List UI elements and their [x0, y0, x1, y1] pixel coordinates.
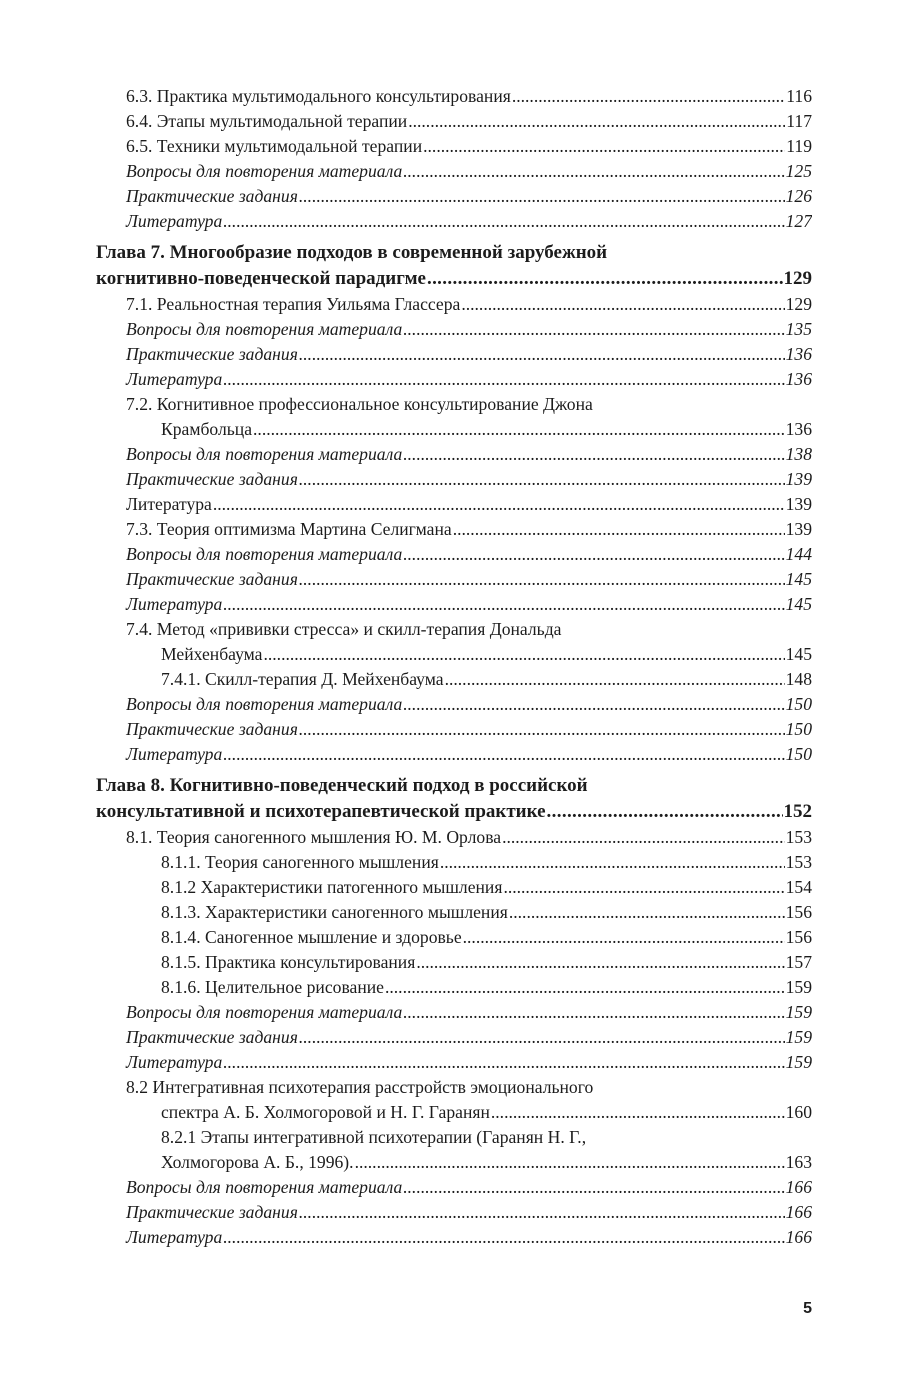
toc-entry-page: 145: [785, 569, 812, 589]
leader-dots: [299, 1025, 785, 1050]
toc-entry-title: Литература: [126, 369, 223, 389]
leader-dots: [509, 900, 785, 925]
toc-entry-page: 156: [785, 902, 812, 922]
toc-entry-title: Вопросы для повторения материала: [126, 444, 403, 464]
toc-entry-page: 129: [783, 268, 812, 289]
toc-subentry[interactable]: [96, 975, 812, 1000]
toc-entry-title: 6.4. Этапы мультимодальной терапии: [126, 111, 408, 131]
leader-dots: [223, 1225, 784, 1250]
toc-entry-title-line2: спектра А. Б. Холмогоровой и Н. Г. Гаранян: [161, 1102, 490, 1122]
toc-entry-page: 138: [785, 444, 812, 464]
chapter-title-line1: Глава 7. Многообразие подходов в современной зарубежной: [96, 242, 608, 263]
chapter-title-line1: Глава 8. Когнитивно-поведенческий подход в российской: [96, 775, 588, 796]
toc-entry-title: Практические задания: [126, 719, 298, 739]
toc-entry-title: Литература: [126, 1227, 223, 1247]
toc-entry-page: 153: [785, 827, 812, 847]
leader-dots: [223, 1050, 784, 1075]
toc-entry-page: 150: [785, 744, 812, 764]
toc-entry-page: 136: [785, 369, 812, 389]
toc-entry-page: 148: [785, 669, 812, 689]
toc-entry-title-line2: Мейхенбаума: [161, 644, 263, 664]
toc-entry-page: 116: [786, 86, 812, 106]
toc-entry-literature[interactable]: [96, 1050, 812, 1075]
toc-entry-page: 139: [785, 494, 812, 514]
toc-entry-page: 159: [785, 977, 812, 997]
toc-entry-review-questions[interactable]: [96, 442, 812, 467]
toc-entry-page: 144: [785, 544, 812, 564]
leader-dots: [427, 266, 783, 292]
toc-entry-title: 8.1.2 Характеристики патогенного мышления: [161, 877, 503, 897]
toc-entry-page: 136: [785, 419, 812, 439]
toc-entry-review-questions[interactable]: [96, 159, 812, 184]
chapter-title-line2: когнитивно-поведенческой парадигме: [96, 268, 426, 289]
leader-dots: [512, 84, 785, 109]
toc-entry[interactable]: [96, 292, 812, 317]
leader-dots: [502, 825, 785, 850]
toc-entry-review-questions[interactable]: [96, 1175, 812, 1200]
toc-entry-page: 139: [785, 519, 812, 539]
leader-dots: [385, 975, 785, 1000]
toc-entry-practical-tasks[interactable]: [96, 184, 812, 209]
toc-entry[interactable]: [96, 134, 812, 159]
leader-dots: [491, 1100, 785, 1125]
toc-entry-page: 145: [785, 594, 812, 614]
toc-entry-page: 129: [785, 294, 812, 314]
leader-dots: [445, 667, 785, 692]
toc-entry-multiline[interactable]: [96, 392, 812, 442]
toc-entry-title: Литература: [126, 1052, 223, 1072]
toc-subentry-multiline[interactable]: [96, 1125, 812, 1175]
toc-entry-literature[interactable]: [96, 492, 812, 517]
toc-entry-title: Практические задания: [126, 469, 298, 489]
toc-entry-title: 8.1. Теория саногенного мышления Ю. М. Орлова: [126, 827, 502, 847]
leader-dots: [503, 875, 784, 900]
toc-entry-review-questions[interactable]: [96, 542, 812, 567]
toc-entry-title: Вопросы для повторения материала: [126, 161, 403, 181]
toc-entry-title: 8.1.1. Теория саногенного мышления: [161, 852, 439, 872]
toc-entry-review-questions[interactable]: [96, 317, 812, 342]
toc-entry-page: 125: [785, 161, 812, 181]
toc-entry-literature[interactable]: [96, 742, 812, 767]
toc-entry-title: 7.1. Реальностная терапия Уильяма Глассера: [126, 294, 461, 314]
toc-entry-practical-tasks[interactable]: [96, 342, 812, 367]
toc-subentry[interactable]: [96, 875, 812, 900]
leader-dots: [408, 109, 785, 134]
leader-dots: [299, 717, 785, 742]
toc-entry-title: Вопросы для повторения материала: [126, 544, 403, 564]
toc-entry-title: Практические задания: [126, 186, 298, 206]
toc-entry-practical-tasks[interactable]: [96, 1025, 812, 1050]
toc-entry-title: 8.1.4. Саногенное мышление и здоровье: [161, 927, 462, 947]
toc-entry-page: 117: [786, 111, 812, 131]
toc-entry-title: 6.5. Техники мультимодальной терапии: [126, 136, 423, 156]
toc-entry-multiline[interactable]: [96, 1075, 812, 1125]
leader-dots: [223, 592, 784, 617]
toc-entry-title: Литература: [126, 211, 223, 231]
leader-dots: [213, 492, 785, 517]
toc-entry-title: 8.1.3. Характеристики саногенного мышления: [161, 902, 508, 922]
toc-entry-title: Практические задания: [126, 1202, 298, 1222]
leader-dots: [416, 950, 784, 975]
leader-dots: [463, 925, 785, 950]
toc-entry-multiline[interactable]: [96, 617, 812, 667]
toc-entry-page: 139: [785, 469, 812, 489]
toc-subentry[interactable]: [96, 925, 812, 950]
toc-entry-page: 136: [785, 344, 812, 364]
leader-dots: [403, 542, 784, 567]
leader-dots: [461, 292, 784, 317]
toc-entry-page: 150: [785, 694, 812, 714]
chapter-title-line2: консультативной и психотерапевтической практике: [96, 801, 546, 822]
toc-entry[interactable]: [96, 825, 812, 850]
leader-dots: [403, 442, 784, 467]
toc-entry[interactable]: [96, 517, 812, 542]
toc-entry-page: 150: [785, 719, 812, 739]
toc-entry-title: Вопросы для повторения материала: [126, 1177, 403, 1197]
toc-entry-page: 154: [785, 877, 812, 897]
toc-entry-title: Литература: [126, 494, 212, 514]
toc-entry-page: 127: [785, 211, 812, 231]
toc-chapter-8[interactable]: [96, 773, 812, 825]
toc-entry-title: Вопросы для повторения материала: [126, 1002, 403, 1022]
toc-entry-title-line1: 7.2. Когнитивное профессиональное консультирование Джона: [126, 394, 593, 414]
leader-dots: [547, 799, 783, 825]
toc-entry-practical-tasks[interactable]: [96, 1200, 812, 1225]
leader-dots: [299, 567, 785, 592]
toc-entry-review-questions[interactable]: [96, 1000, 812, 1025]
leader-dots: [403, 1175, 784, 1200]
toc-entry-title: 6.3. Практика мультимодального консультирования: [126, 86, 511, 106]
toc-entry-page: 160: [785, 1102, 812, 1122]
toc-entry-literature[interactable]: [96, 367, 812, 392]
leader-dots: [263, 642, 784, 667]
toc-entry-title: Практические задания: [126, 344, 298, 364]
toc-entry-page: 159: [785, 1052, 812, 1072]
leader-dots: [299, 467, 785, 492]
leader-dots: [453, 517, 785, 542]
table-of-contents: [96, 84, 812, 1250]
toc-entry-title-line1: 7.4. Метод «прививки стресса» и скилл-терапия Дональда: [126, 619, 562, 639]
toc-entry-page: 135: [785, 319, 812, 339]
toc-entry-title: 8.1.5. Практика консультирования: [161, 952, 416, 972]
toc-entry-title: Вопросы для повторения материала: [126, 319, 403, 339]
toc-entry-page: 166: [785, 1177, 812, 1197]
leader-dots: [423, 134, 785, 159]
toc-entry-title: 8.1.6. Целительное рисование: [161, 977, 384, 997]
toc-entry-literature[interactable]: [96, 592, 812, 617]
toc-entry-page: 159: [785, 1027, 812, 1047]
toc-subentry[interactable]: [96, 900, 812, 925]
toc-entry-page: 163: [785, 1152, 812, 1172]
toc-entry-literature[interactable]: [96, 209, 812, 234]
toc-entry-page: 126: [785, 186, 812, 206]
toc-entry-page: 166: [785, 1227, 812, 1247]
toc-entry-practical-tasks[interactable]: [96, 567, 812, 592]
leader-dots: [355, 1150, 785, 1175]
leader-dots: [223, 742, 784, 767]
toc-entry-title: 7.4.1. Скилл-терапия Д. Мейхенбаума: [161, 669, 444, 689]
toc-entry-title: Литература: [126, 744, 223, 764]
leader-dots: [403, 159, 784, 184]
toc-entry[interactable]: [96, 109, 812, 134]
page-number: 5: [803, 1300, 812, 1317]
toc-entry-page: 159: [785, 1002, 812, 1022]
leader-dots: [403, 1000, 784, 1025]
leader-dots: [253, 417, 785, 442]
toc-entry-page: 156: [785, 927, 812, 947]
toc-entry-page: 119: [786, 136, 812, 156]
toc-chapter-7[interactable]: [96, 240, 812, 292]
leader-dots: [299, 1200, 785, 1225]
toc-entry-title: Литература: [126, 594, 223, 614]
toc-entry-page: 145: [785, 644, 812, 664]
toc-subentry[interactable]: [96, 950, 812, 975]
toc-entry-title: Практические задания: [126, 1027, 298, 1047]
toc-entry-title-line2: Холмогорова А. Б., 1996).: [161, 1152, 354, 1172]
toc-entry-page: 152: [783, 801, 812, 822]
toc-entry-page: 166: [785, 1202, 812, 1222]
toc-entry-title-line1: 8.2 Интегративная психотерапия расстройств эмоционального: [126, 1077, 594, 1097]
toc-entry-title-line2: Крамбольца: [161, 419, 253, 439]
toc-entry-page: 157: [785, 952, 812, 972]
toc-entry-practical-tasks[interactable]: [96, 467, 812, 492]
toc-entry-title: Практические задания: [126, 569, 298, 589]
leader-dots: [403, 692, 784, 717]
toc-entry-review-questions[interactable]: [96, 692, 812, 717]
leader-dots: [223, 367, 784, 392]
leader-dots: [223, 209, 784, 234]
toc-subentry[interactable]: [96, 667, 812, 692]
toc-entry[interactable]: [96, 84, 812, 109]
toc-subentry[interactable]: [96, 850, 812, 875]
toc-entry-page: 153: [785, 852, 812, 872]
toc-entry-title: 7.3. Теория оптимизма Мартина Селигмана: [126, 519, 452, 539]
leader-dots: [440, 850, 785, 875]
toc-entry-practical-tasks[interactable]: [96, 717, 812, 742]
leader-dots: [299, 184, 785, 209]
toc-entry-literature[interactable]: [96, 1225, 812, 1250]
toc-entry-title-line1: 8.2.1 Этапы интегративной психотерапии (Гаранян Н. Г.,: [161, 1127, 587, 1147]
leader-dots: [403, 317, 784, 342]
toc-entry-title: Вопросы для повторения материала: [126, 694, 403, 714]
leader-dots: [299, 342, 785, 367]
